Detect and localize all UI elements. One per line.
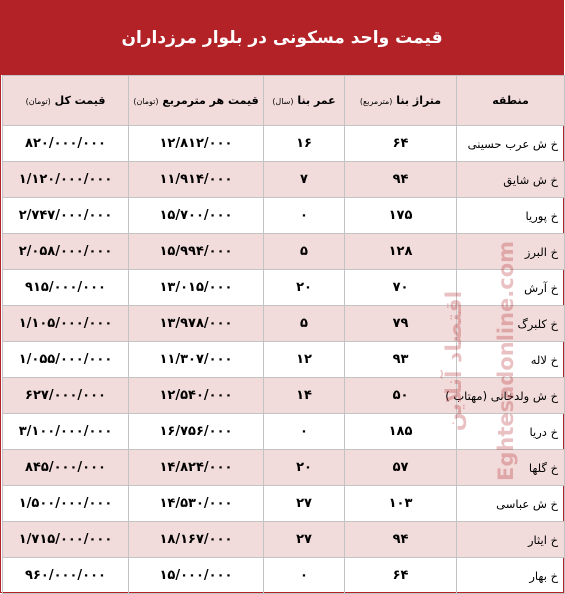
cell-size: ۱۰۳ [345,486,457,522]
cell-price-per-m2: ۱۲/۸۱۲/۰۰۰ [129,126,264,162]
cell-size: ۵۰ [345,378,457,414]
cell-age: ۲۰ [264,450,345,486]
table-row [3,450,565,486]
table-row [3,306,565,342]
header-price-per-m2: قیمت هر مترمربع (تومان) [129,76,264,126]
cell-area: خ پوریا [457,198,565,234]
cell-age: ۱۴ [264,378,345,414]
cell-area: خ ایثار [457,522,565,558]
cell-age: ۲۷ [264,486,345,522]
cell-age: ۰ [264,414,345,450]
cell-age: ۲۷ [264,522,345,558]
table-row [3,558,565,594]
cell-price-per-m2: ۱۳/۰۱۵/۰۰۰ [129,270,264,306]
cell-price-per-m2: ۱۴/۵۳۰/۰۰۰ [129,486,264,522]
cell-total-price: ۹۶۰/۰۰۰/۰۰۰ [3,558,129,594]
cell-age: ۱۶ [264,126,345,162]
cell-area: خ لاله [457,342,565,378]
cell-total-price: ۶۲۷/۰۰۰/۰۰۰ [3,378,129,414]
header-total-price: قیمت کل (تومان) [3,76,129,126]
table-row [3,126,565,162]
cell-area: خ ش ولدخانی (مهتاب ) [457,378,565,414]
cell-price-per-m2: ۱۵/۷۰۰/۰۰۰ [129,198,264,234]
cell-age: ۵ [264,306,345,342]
cell-total-price: ۱/۱۲۰/۰۰۰/۰۰۰ [3,162,129,198]
housing-price-table [2,75,565,594]
cell-area: خ ش شایق [457,162,565,198]
cell-total-price: ۸۲۰/۰۰۰/۰۰۰ [3,126,129,162]
watermark-text-url: Eghtesadonline.com [494,240,518,482]
cell-size: ۷۰ [345,270,457,306]
cell-total-price: ۱/۵۰۰/۰۰۰/۰۰۰ [3,486,129,522]
header-size: متراژ بنا (مترمربع) [345,76,457,126]
cell-area: خ گلها [457,450,565,486]
table-body [3,126,565,594]
cell-size: ۹۴ [345,522,457,558]
cell-area: خ البرز [457,234,565,270]
cell-size: ۶۴ [345,126,457,162]
cell-total-price: ۸۴۵/۰۰۰/۰۰۰ [3,450,129,486]
table-row [3,198,565,234]
cell-size: ۱۸۵ [345,414,457,450]
cell-price-per-m2: ۱۵/۰۰۰/۰۰۰ [129,558,264,594]
header-area: منطقه [457,76,565,126]
cell-total-price: ۱/۰۵۵/۰۰۰/۰۰۰ [3,342,129,378]
cell-price-per-m2: ۱۳/۹۷۸/۰۰۰ [129,306,264,342]
table-row [3,270,565,306]
cell-size: ۹۳ [345,342,457,378]
cell-price-per-m2: ۱۱/۳۰۷/۰۰۰ [129,342,264,378]
cell-size: ۷۹ [345,306,457,342]
cell-age: ۰ [264,198,345,234]
cell-size: ۶۴ [345,558,457,594]
cell-price-per-m2: ۱۴/۸۲۴/۰۰۰ [129,450,264,486]
cell-age: ۱۲ [264,342,345,378]
cell-total-price: ۲/۷۴۷/۰۰۰/۰۰۰ [3,198,129,234]
cell-total-price: ۱/۷۱۵/۰۰۰/۰۰۰ [3,522,129,558]
cell-area: خ ش عباسی [457,486,565,522]
cell-size: ۱۲۸ [345,234,457,270]
watermark-text-persian: اقتصاد آنلاین [442,290,467,432]
cell-price-per-m2: ۱۸/۱۶۷/۰۰۰ [129,522,264,558]
table-header-row [3,76,565,126]
cell-age: ۰ [264,558,345,594]
cell-size: ۵۷ [345,450,457,486]
cell-total-price: ۱/۱۰۵/۰۰۰/۰۰۰ [3,306,129,342]
table-row [3,414,565,450]
table-row [3,522,565,558]
cell-price-per-m2: ۱۲/۵۴۰/۰۰۰ [129,378,264,414]
table-row [3,486,565,522]
table-row [3,234,565,270]
table-row [3,162,565,198]
cell-total-price: ۲/۰۵۸/۰۰۰/۰۰۰ [3,234,129,270]
cell-area: خ ش عرب حسینی [457,126,565,162]
cell-price-per-m2: ۱۱/۹۱۴/۰۰۰ [129,162,264,198]
cell-age: ۲۰ [264,270,345,306]
cell-total-price: ۹۱۵/۰۰۰/۰۰۰ [3,270,129,306]
cell-size: ۱۷۵ [345,198,457,234]
cell-area: خ دریا [457,414,565,450]
cell-age: ۵ [264,234,345,270]
cell-total-price: ۳/۱۰۰/۰۰۰/۰۰۰ [3,414,129,450]
cell-size: ۹۴ [345,162,457,198]
table-row [3,342,565,378]
header-age: عمر بنا (سال) [264,76,345,126]
table-title: قیمت واحد مسکونی در بلوار مرزداران [1,1,563,75]
cell-area: خ کلبرگ [457,306,565,342]
table-row [3,378,565,414]
cell-area: خ بهار [457,558,565,594]
cell-area: خ آرش [457,270,565,306]
cell-price-per-m2: ۱۶/۷۵۶/۰۰۰ [129,414,264,450]
cell-age: ۷ [264,162,345,198]
cell-price-per-m2: ۱۵/۹۹۴/۰۰۰ [129,234,264,270]
